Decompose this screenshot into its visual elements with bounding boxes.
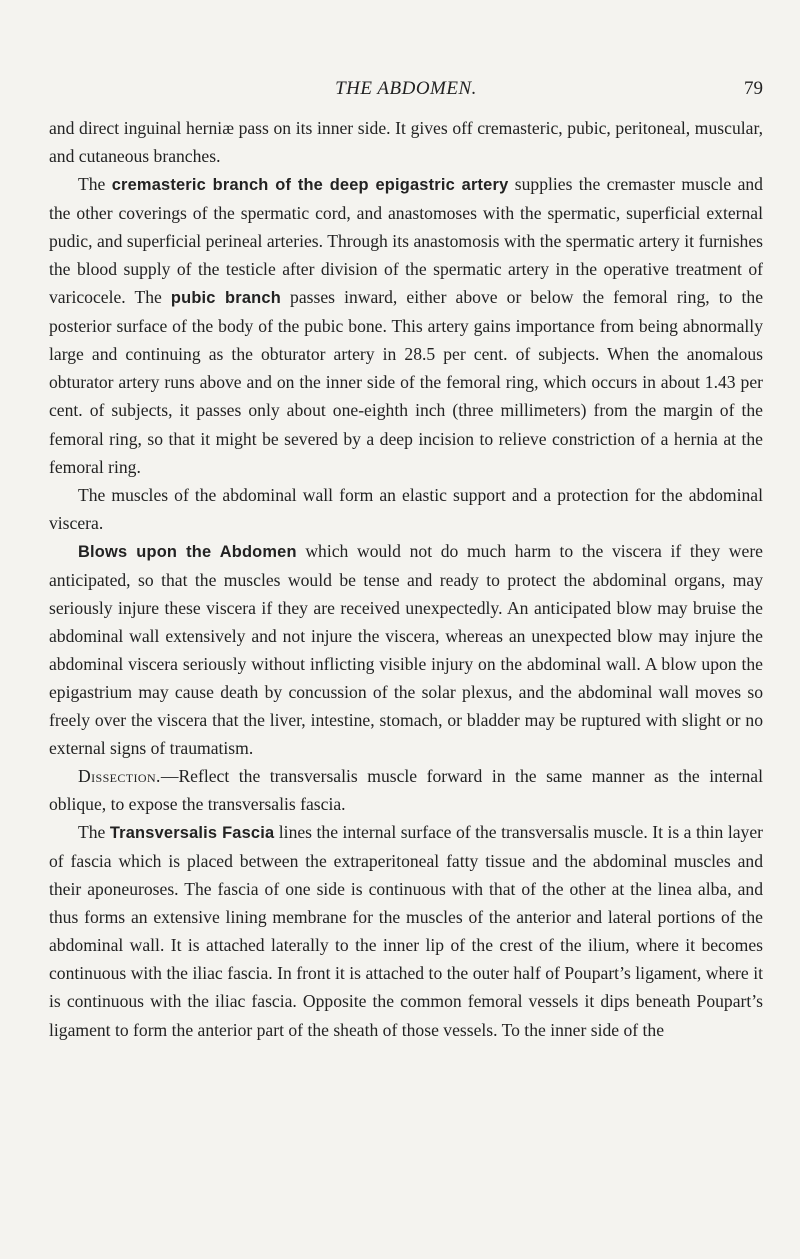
paragraph-abdominal-muscles <box>49 481 763 537</box>
paragraph-text: lines the internal surface of the transversalis muscle. It is a thin layer of fascia which is placed between the extraperitoneal fatty tissue and the abdominal muscles and their aponeuroses. The fascia of one side is continuous with that of the other at the linea alba, and thus forms an extensive lining membrane for the muscles of the anterior and lateral portions of the abdominal wall. It is attached laterally to the inner lip of the crest of the ilium, where it becomes continuous with the iliac fascia. In front it is attached to the outer half of Poupart’s ligament, where it is continuous with the iliac fascia. Opposite the common femoral vessels it dips beneath Poupart’s ligament to form the anterior part of the sheath of those vessels. To the inner side of the <box>49 822 763 1040</box>
paragraph-text: —Reflect the transversalis muscle forward in the same manner as the internal oblique, to expose the transversalis fascia. <box>49 766 763 815</box>
paragraph-lead: The <box>78 822 110 843</box>
paragraph-lead: The <box>78 174 112 195</box>
bold-term-pubic-branch: pubic branch <box>170 289 281 308</box>
paragraph-cremasteric-branch <box>49 170 763 481</box>
page-number: 79 <box>744 78 763 99</box>
running-head: THE ABDOMEN. <box>335 78 477 99</box>
dissection-label: Dissection. <box>78 766 161 787</box>
paragraph-text: which would not do much harm to the viscera if they were anticipated, so that the muscles would be tense and ready to protect the abdominal organs, may seriously injure these viscera if they are received unexpectedly. An anticipated blow may bruise the abdominal wall extensively and not injure the viscera, whereas an unexpected blow may injure the abdominal viscera seriously without inflicting visible injury on the abdominal wall. A blow upon the epigastrium may cause death by concussion of the solar plexus, and the abdominal wall moves so freely over the viscera that the liver, intestine, stomach, or bladder may be ruptured with slight or no external signs of traumatism. <box>49 540 763 759</box>
page-header <box>49 78 763 106</box>
paragraph-blows-upon-abdomen <box>49 537 763 762</box>
paragraph-transversalis-fascia <box>49 818 763 1043</box>
bold-term-blows-upon-abdomen: Blows upon the Abdomen <box>78 542 297 561</box>
paragraph-text: supplies the cremaster muscle and the other coverings of the spermatic cord, and anastomoses with the spermatic, superficial external pudic, and superficial perineal arteries. Through its anastomosis with the spermatic artery it furnishes the blood supply of the testicle after division of the spermatic artery in the operative treatment of varicocele. The <box>49 174 763 308</box>
bold-term-transversalis-fascia: Transversalis Fascia <box>109 824 275 843</box>
paragraph-continuation <box>49 114 763 170</box>
bold-term-cremasteric-branch: cremasteric branch of the deep epigastric artery <box>111 176 509 195</box>
paragraph-text: and direct inguinal herniæ pass on its inner side. It gives off cremasteric, pubic, peritoneal, muscular, and cutaneous branches. <box>49 118 763 167</box>
paragraph-text: The muscles of the abdominal wall form an elastic support and a protection for the abdominal viscera. <box>49 484 763 533</box>
paragraph-text: passes inward, either above or below the femoral ring, to the posterior surface of the body of the pubic bone. This artery gains importance from being abnormally large and continuing as the obturator artery in 28.5 per cent. of subjects. When the anomalous obturator artery runs above and on the inner side of the femoral ring, which occurs in about 1.43 per cent. of subjects, it passes only about one-eighth inch (three millimeters) from the margin of the femoral ring, so that it might be severed by a deep incision to relieve constriction of a hernia at the femoral ring. <box>49 287 764 477</box>
body-text <box>49 114 763 1044</box>
paragraph-dissection <box>49 762 763 818</box>
